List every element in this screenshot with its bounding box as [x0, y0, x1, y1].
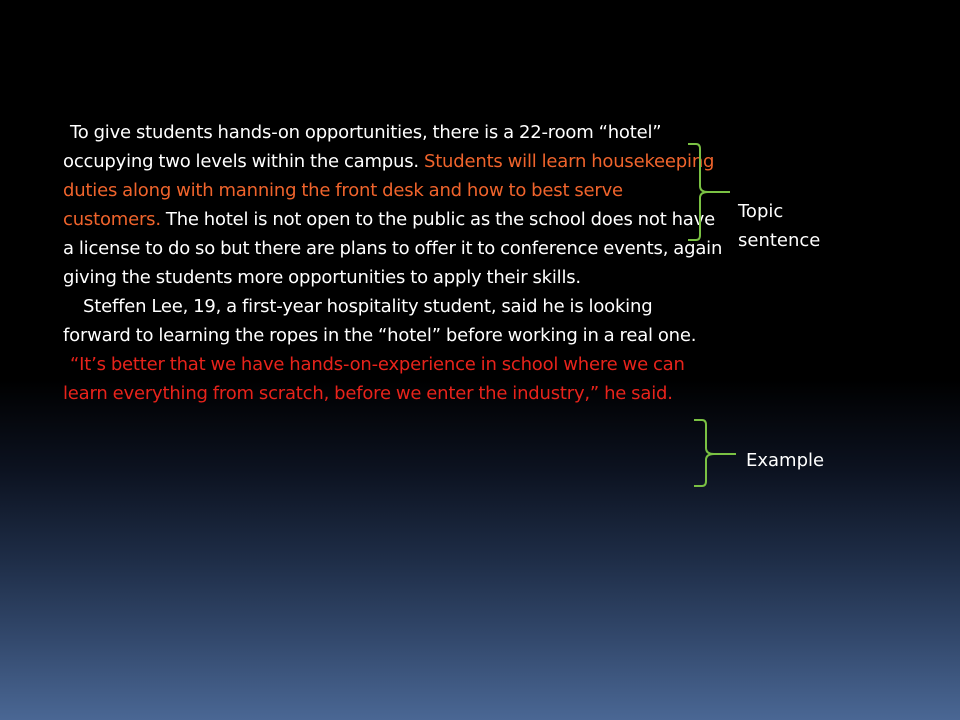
example-label: Example — [746, 450, 825, 471]
topic-sentence-highlight: Students will learn housekeeping duties along with manning the front desk and how to best serve customers. — [63, 151, 715, 230]
paragraph-hotel — [63, 118, 723, 292]
example-bracket-icon — [690, 416, 740, 490]
article-text — [63, 118, 723, 408]
topic-sentence-label — [738, 197, 820, 255]
topic-label-line1: Topic — [738, 201, 784, 222]
paragraph-hotel-lead: To give students hands-on opportunities, there is a 22-room “hotel” occupying two levels within the campus. — [63, 122, 662, 172]
topic-bracket-icon — [684, 140, 734, 244]
example-quote: “It’s better that we have hands-on-experience in school where we can learn everything from scratch, before we enter the industry,” he said. — [63, 354, 685, 404]
topic-label-line2: sentence — [738, 230, 821, 251]
paragraph-hotel-rest: The hotel is not open to the public as the school does not have a license to do so but there are plans to offer it to conference events, again giving the students more opportunities to apply their skills. — [63, 209, 723, 288]
paragraph-steffen: Steffen Lee, 19, a first-year hospitality student, said he is looking forward to learning the ropes in the “hotel” before working in a real one. — [63, 296, 697, 346]
